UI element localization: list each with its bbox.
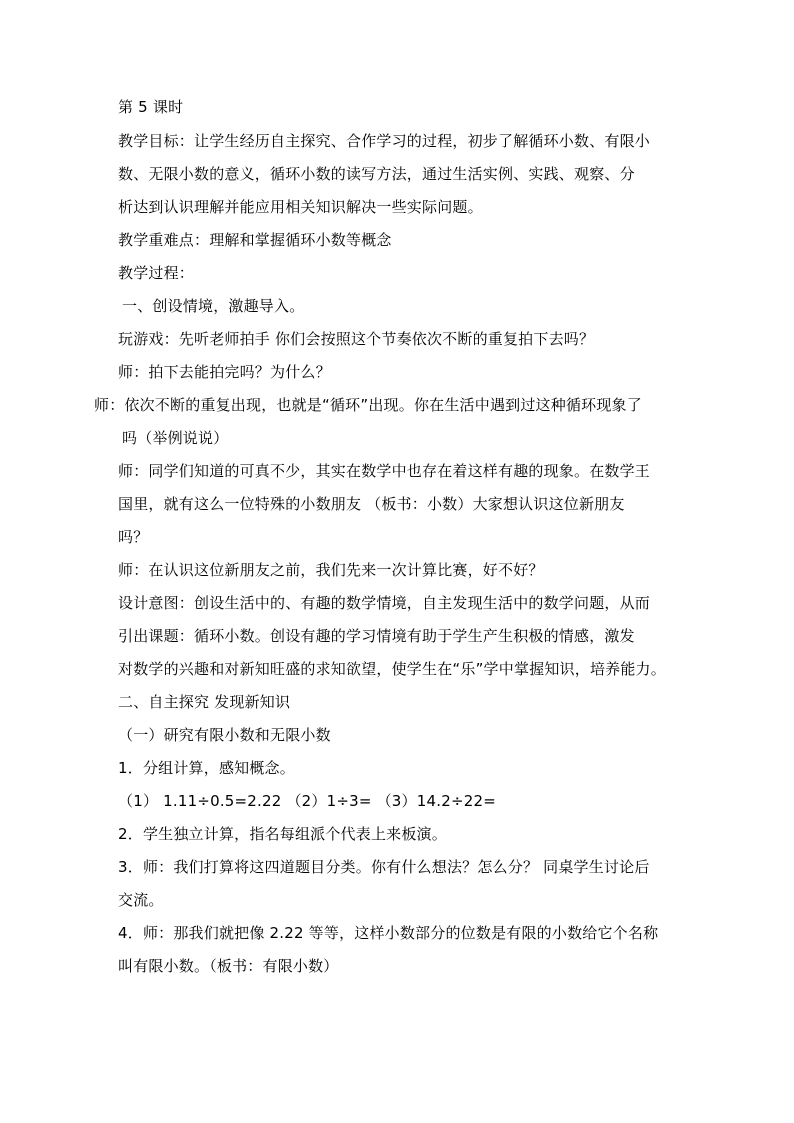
text-line: 吗？ <box>118 528 149 546</box>
text-line: 国里，就有这么一位特殊的小数朋友 （板书：小数）大家想认识这位新朋友 <box>118 495 625 513</box>
text-line: 教学目标：让学生经历自主探究、合作学习的过程，初步了解循环小数、有限小 <box>118 132 651 150</box>
section-heading: 二、自主探究 发现新知识 <box>118 693 291 711</box>
text-line: 交流。 <box>118 891 164 909</box>
text-line: 析达到认识理解并能应用相关知识解决一些实际问题。 <box>118 198 483 216</box>
text-line: 师：拍下去能拍完吗？为什么？ <box>118 363 331 381</box>
text-line: 教学过程： <box>118 264 195 282</box>
text-line: 吗（举例说说） <box>122 429 229 447</box>
section-heading: 一、创设情境，激趣导入。 <box>122 297 305 315</box>
text-line: 引出课题：循环小数。创设有趣的学习情境有助于学生产生积极的情感，激发 <box>118 627 635 645</box>
text-line: 师：同学们知道的可真不少，其实在数学中也存在着这样有趣的现象。在数学王 <box>118 462 651 480</box>
text-line: 师：在认识这位新朋友之前，我们先来一次计算比赛，好不好？ <box>118 561 544 579</box>
subsection-heading: （一）研究有限小数和无限小数 <box>118 726 331 744</box>
text-line: 师：依次不断的重复出现，也就是“循环”出现。你在生活中遇到过这种循环现象了 <box>94 396 642 414</box>
math-line: （1） 1.11÷0.5=2.22 （2）1÷3= （3）14.2÷22= <box>118 792 496 810</box>
text-line: 设计意图：创设生活中的、有趣的数学情境，自主发现生活中的数学问题，从而 <box>118 594 651 612</box>
text-line: 1．分组计算，感知概念。 <box>118 759 295 777</box>
text-line: 教学重难点：理解和掌握循环小数等概念 <box>118 231 392 249</box>
text-line: 数、无限小数的意义，循环小数的读写方法，通过生活实例、实践、观察、分 <box>118 165 635 183</box>
text-line: 叫有限小数。（板书：有限小数） <box>118 957 339 975</box>
text-line: 玩游戏：先听老师拍手 你们会按照这个节奏依次不断的重复拍下去吗？ <box>118 330 595 348</box>
lesson-heading: 第 5 课时 <box>118 98 184 116</box>
text-line: 2．学生独立计算，指名每组派个代表上来板演。 <box>118 825 447 843</box>
text-line: 对数学的兴趣和对新知旺盛的求知欲望，使学生在“乐”学中掌握知识，培养能力。 <box>118 660 666 678</box>
text-line: 4．师：那我们就把像 2.22 等等，这样小数部分的位数是有限的小数给它个名称 <box>118 924 659 942</box>
text-line: 3．师：我们打算将这四道题目分类。你有什么想法？怎么分？ 同桌学生讨论后 <box>118 858 650 876</box>
